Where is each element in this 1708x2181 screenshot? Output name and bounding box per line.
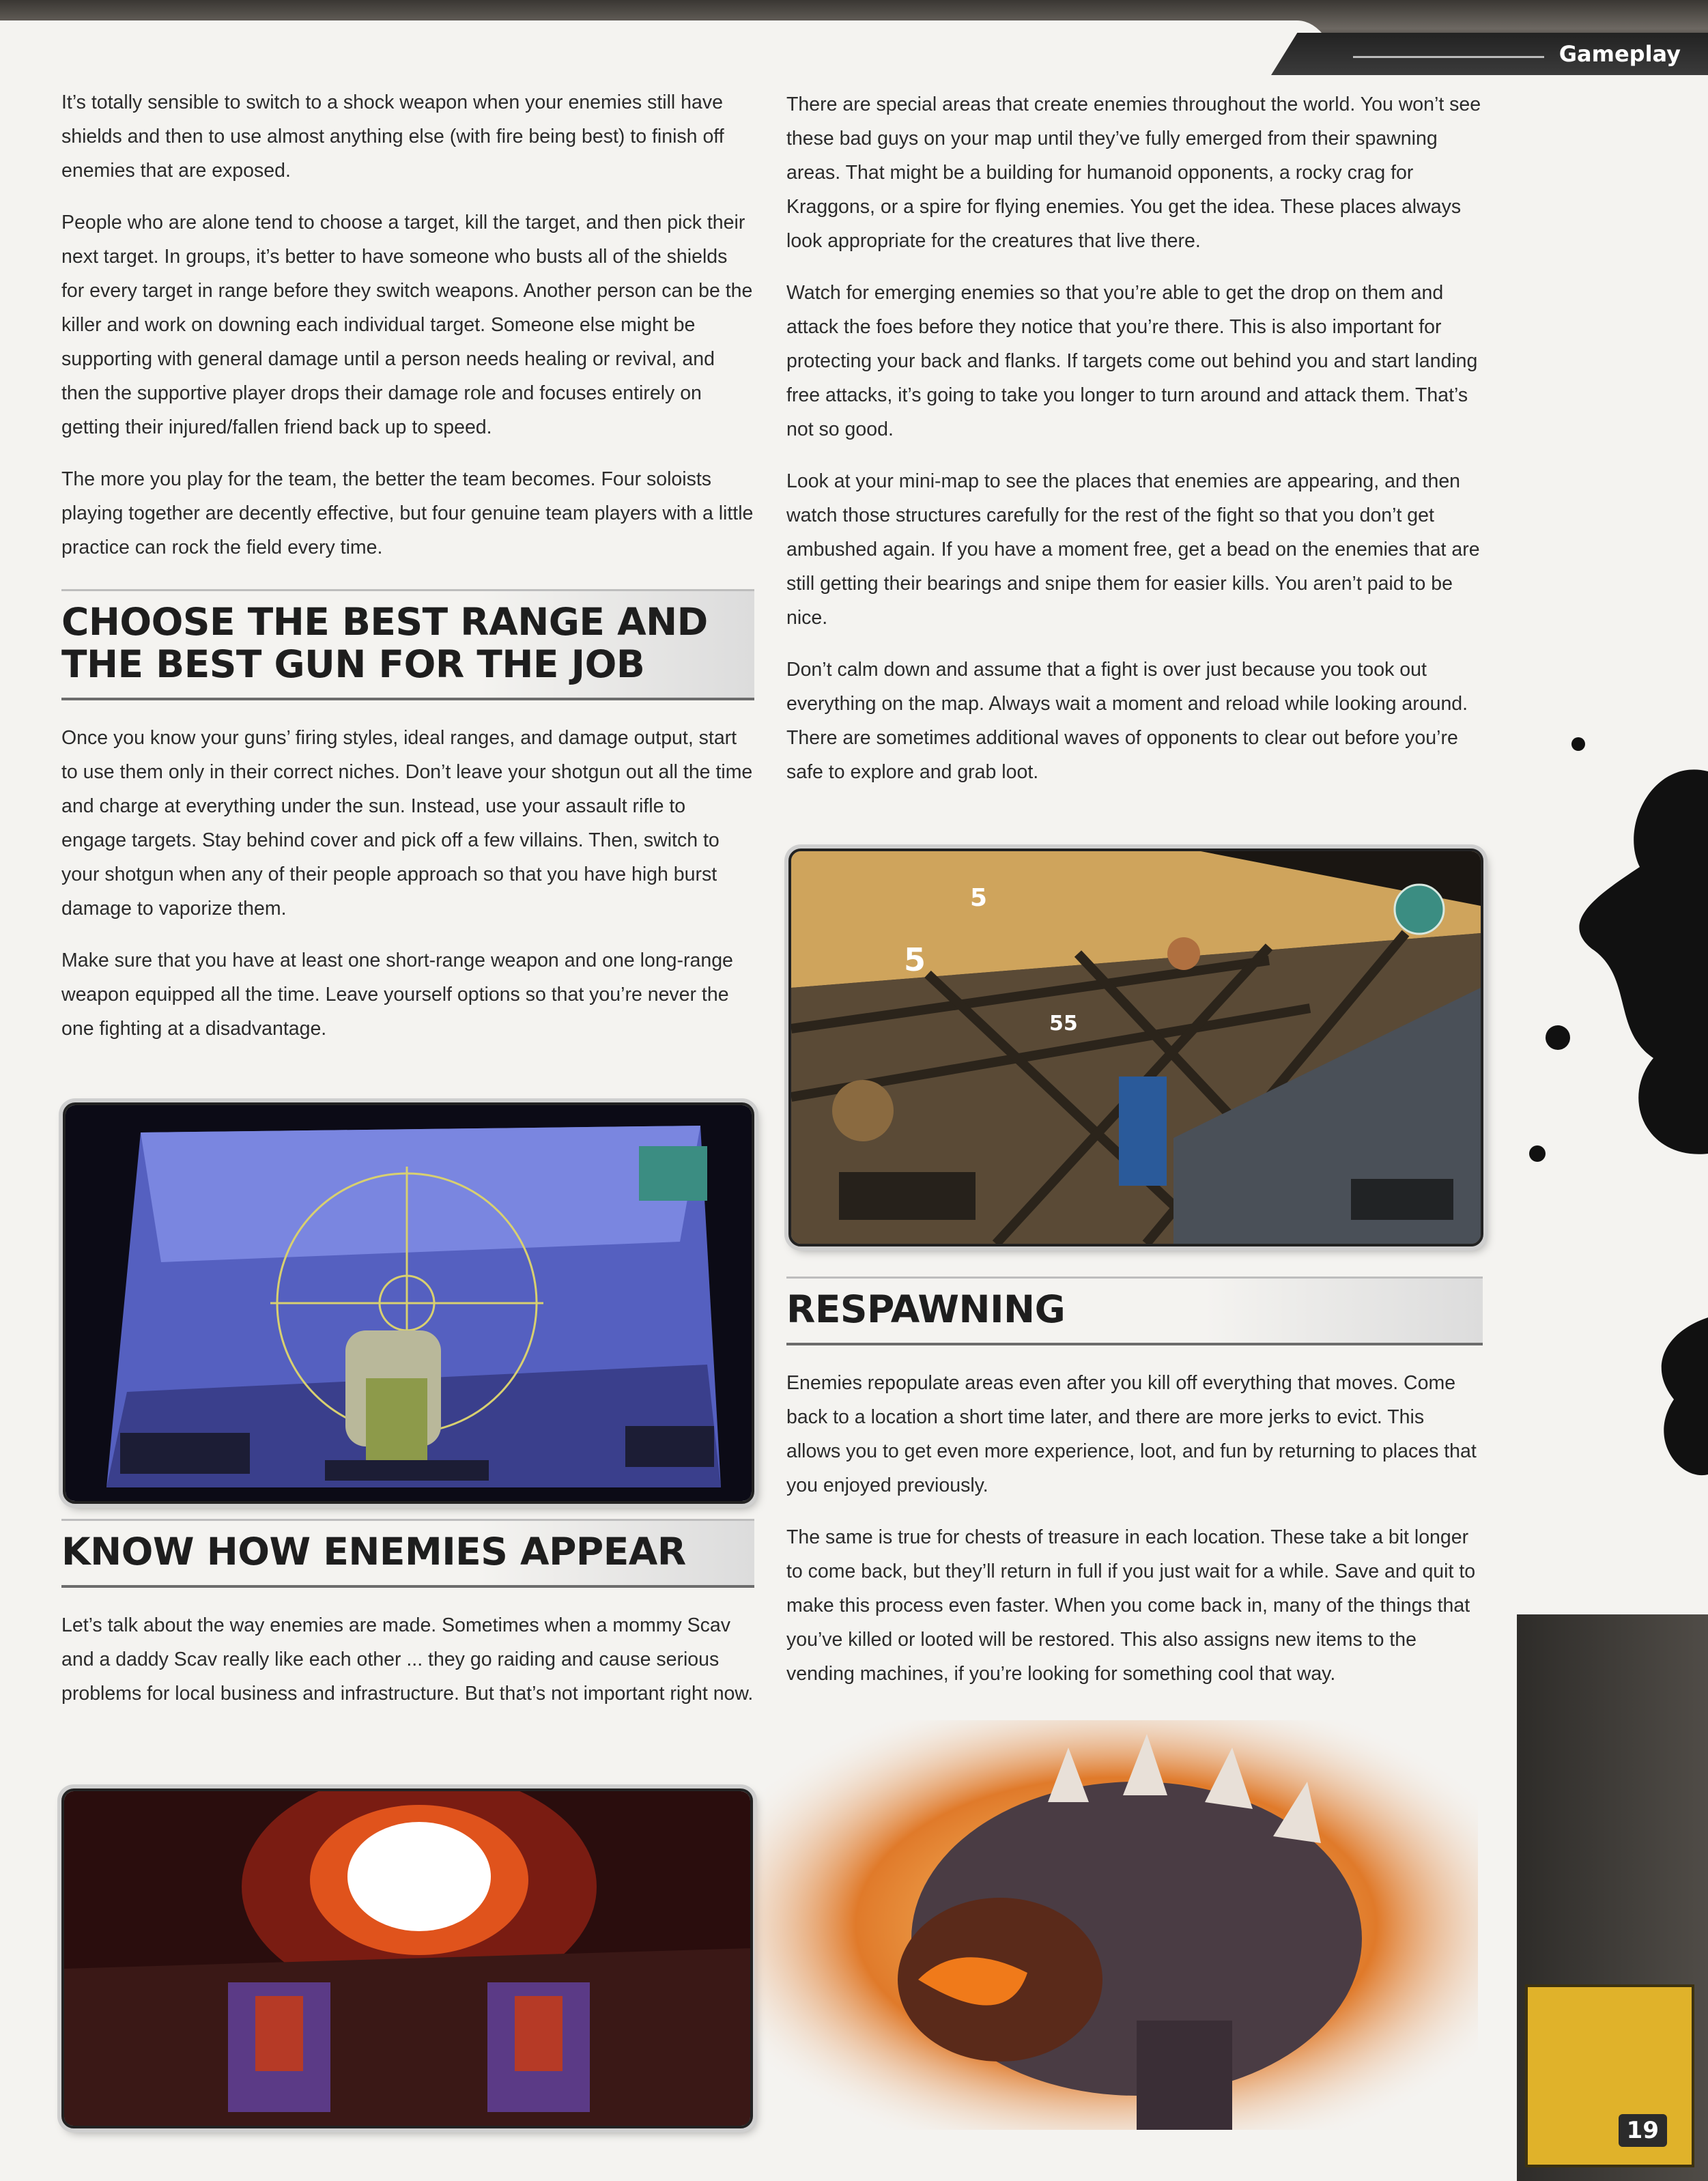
heading-text: RESPAWNING — [786, 1287, 1066, 1331]
page-edge-curve — [0, 20, 1338, 82]
artwork-lava-monster — [754, 1720, 1478, 2130]
paragraph: Once you know your guns’ firing styles, ideal ranges, and damage output, start to use them only in their correct niches. Don’t leave your shotgun out all the time and charge at everything under the sun. Instead, use your assault rifle to engage targets. Stay behind cover and pick off a few villains. Then, switch to your shotgun when any of their people approach so that you have high burst damage to vaporize them. — [61, 727, 753, 920]
corner-yellow-plate — [1525, 1984, 1694, 2167]
paragraph: It’s totally sensible to switch to a shock weapon when your enemies still have shields and then to use almost anything else (with fire being best) to finish off enemies that are exposed. — [61, 91, 724, 182]
section-heading-range — [61, 589, 754, 700]
section-tab-rule — [1353, 56, 1544, 58]
section-heading-enemies — [61, 1519, 754, 1588]
heading-text: KNOW HOW ENEMIES APPEAR — [61, 1530, 686, 1573]
hud-damage-number: 5 — [970, 884, 988, 912]
paragraph: Watch for emerging enemies so that you’re able to get the drop on them and attack the foes before they notice that you’re there. This is also important for protecting your back and flanks. If targets come out behind you and start landing free attacks, it’s going to take you longer to turn around and attack them. That’s not so good. — [786, 282, 1478, 440]
paragraph: The more you play for the team, the better the team becomes. Four soloists playing together are decently effective, but four genuine team players with a little practice can rock the field every time. — [61, 468, 754, 558]
hud-damage-number: 55 — [1049, 1012, 1078, 1036]
paragraph: Make sure that you have at least one short-range weapon and one long-range weapon equipped all the time. Leave yourself options so that you’re never the one fighting at a disadvantage. — [61, 950, 733, 1040]
left-column-lower — [61, 1519, 754, 1728]
paragraph: People who are alone tend to choose a target, kill the target, and then pick their next target. In groups, it’s better to have someone who busts all of the shields for every target in range before they switch weapons. Another person can be the killer and work on downing each individual target. Someone else might be supporting with general damage until a person needs healing or revival, and then the supportive player drops their damage role and focuses entirely on getting their injured/fallen friend back up to speed. — [61, 212, 753, 438]
paragraph: There are special areas that create enemies throughout the world. You won’t see these bad guys on your map until they’ve fully emerged from their spawning areas. That might be a building for humanoid opponents, a rocky crag for Kraggons, or a spire for flying enemies. You get the idea. These places always look appropriate for the creatures that live there. — [786, 94, 1481, 252]
screenshot-portal — [61, 1788, 753, 2128]
right-column-lower — [786, 1277, 1483, 1709]
screenshot-girders — [788, 849, 1483, 1246]
paragraph: The same is true for chests of treasure in each location. These take a bit longer to come back, but they’ll return in full if you just wait for a while. Save and quit to make this process even faster. When you come back in, many of the things that you’ve killed or looted will be restored. This also assigns new items to the vending machines, if you’re looking for something cool that way. — [786, 1526, 1476, 1685]
girders-scene — [791, 851, 1481, 1244]
ink-splatter — [1517, 717, 1708, 1741]
monster-scene — [754, 1720, 1478, 2130]
portal-scene — [64, 1791, 750, 2126]
right-column — [786, 87, 1483, 807]
paragraph: Look at your mini-map to see the places that enemies are appearing, and then watch those structures carefully for the rest of the fight so that you don’t get ambushed again. If you have a moment free, get a bead on the enemies that are still getting their bearings and snipe them for easier kills. You aren’t paid to be nice. — [786, 470, 1480, 629]
section-heading-respawn — [786, 1277, 1483, 1345]
paragraph: Don’t calm down and assume that a fight is over just because you took out everything on the map. Always wait a moment and reload while looking around. There are sometimes additional waves of opponents to clear out before you’re safe to explore and grab loot. — [786, 659, 1468, 783]
scope-scene — [66, 1105, 752, 1501]
screenshot-sniper-scope — [63, 1102, 754, 1504]
paragraph: Enemies repopulate areas even after you kill off everything that moves. Come back to a location a short time later, and there are more jerks to evict. This allows you to get even more experience, loot, and fun by returning to places that you enjoyed previously. — [786, 1372, 1477, 1496]
heading-text: CHOOSE THE BEST RANGE AND THE BEST GUN FOR THE JOB — [61, 600, 708, 686]
section-label: Gameplay — [1558, 41, 1681, 67]
paragraph: Let’s talk about the way enemies are made. Sometimes when a mommy Scav and a daddy Scav really like each other ... they go raiding and cause serious problems for local business and infrastructure. But that’s not important right now. — [61, 1614, 754, 1705]
page-number: 19 — [1619, 2114, 1667, 2147]
left-column — [61, 85, 754, 1064]
hud-damage-number: 5 — [904, 941, 926, 978]
